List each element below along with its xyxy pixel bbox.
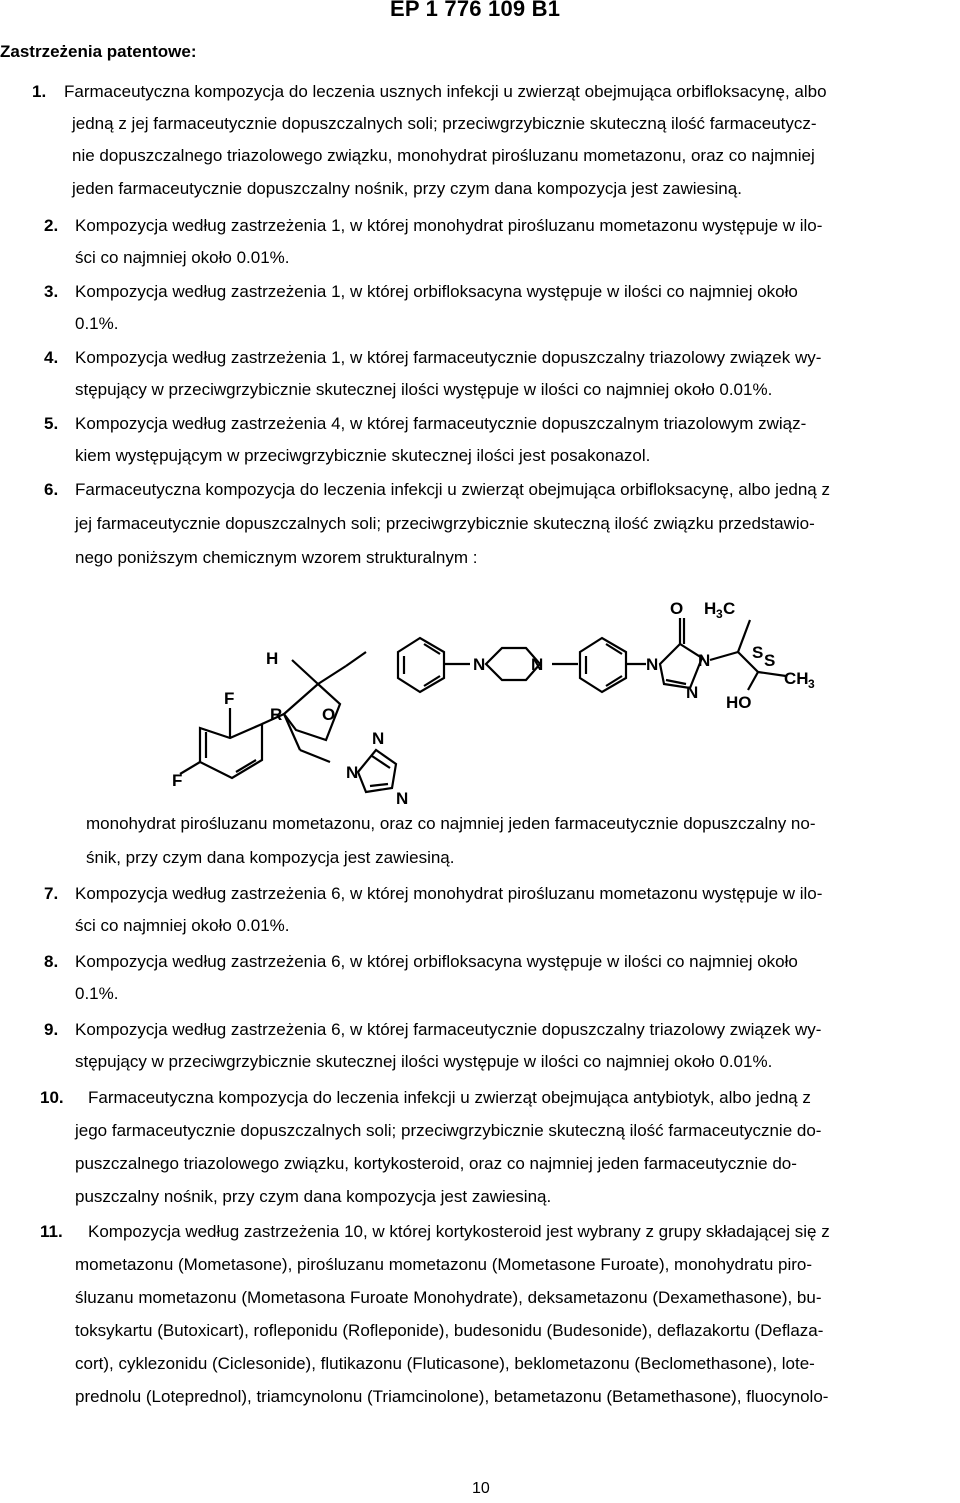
claim-line: śluzanu mometazonu (Mometasona Furoate Monohydrate), deksametazonu (Dexamethasone), bu- bbox=[75, 1288, 822, 1307]
atom-n-triazolone-2: N bbox=[698, 651, 711, 670]
claim-line: Kompozycja według zastrzeżenia 1, w której farmaceutycznie dopuszczalny triazolowy związek wy- bbox=[75, 348, 822, 367]
claim-line: prednolu (Loteprednol), triamcynolonu (Triamcinolone), betametazonu (Betamethasone), fluocynolo- bbox=[75, 1387, 829, 1406]
claim-line: jego farmaceutycznie dopuszczalnych soli; przeciwgrzybicznie skuteczną ilość farmaceutycznie do- bbox=[75, 1121, 822, 1140]
claim-line: puszczalnego triazolowego związku, kortykosteroid, oraz co najmniej jeden farmaceutycznie do- bbox=[75, 1154, 797, 1173]
claim-line: Farmaceutyczna kompozycja do leczenia usznych infekcji u zwierząt obejmująca orbifloksacynę, albo bbox=[64, 82, 827, 101]
atom-ch3-sub: 3 bbox=[808, 677, 815, 691]
claim-number: 11. bbox=[40, 1222, 63, 1241]
claims-list bbox=[0, 76, 960, 1416]
atom-h3c-sub: 3 bbox=[716, 607, 723, 621]
claim-line: jej farmaceutycznie dopuszczalnych soli; przeciwgrzybicznie skuteczną ilość związku przedstawio- bbox=[75, 514, 815, 533]
atom-h: H bbox=[266, 649, 279, 668]
claim-number: 7. bbox=[44, 884, 59, 903]
claim-line: 0.1%. bbox=[75, 984, 119, 1003]
claim-line: mometazonu (Mometasone), pirośluzanu mometazonu (Mometasone Furoate), monohydratu piro- bbox=[75, 1255, 813, 1274]
claim-8 bbox=[0, 946, 960, 1010]
claim-line: monohydrat pirośluzanu mometazonu, oraz co najmniej jeden farmaceutycznie dopuszczalny no- bbox=[86, 814, 816, 833]
claim-line: ści co najmniej około 0.01%. bbox=[75, 916, 290, 935]
atom-n-piperazine-1: N bbox=[473, 655, 486, 674]
atom-ho: HO bbox=[726, 693, 752, 712]
claim-3 bbox=[0, 276, 960, 340]
claim-line: puszczalny nośnik, przy czym dana kompozycja jest zawiesiną. bbox=[75, 1187, 552, 1206]
claim-line: nego poniższym chemicznym wzorem strukturalnym : bbox=[75, 548, 478, 567]
atom-n-triazole-1: N bbox=[372, 729, 385, 748]
claim-line: stępujący w przeciwgrzybicznie skutecznej ilości występuje w ilości co najmniej około 0.01%. bbox=[75, 1052, 773, 1071]
claim-line: ści co najmniej około 0.01%. bbox=[75, 248, 290, 267]
claim-line: Kompozycja według zastrzeżenia 10, w której kortykosteroid jest wybrany z grupy składającej się z bbox=[88, 1222, 830, 1241]
claim-6 bbox=[0, 474, 960, 574]
claim-number: 5. bbox=[44, 414, 59, 433]
claim-line: Kompozycja według zastrzeżenia 1, w której orbifloksacyna występuje w ilości co najmniej około bbox=[75, 282, 798, 301]
atom-o-top: O bbox=[670, 599, 684, 618]
claim-line: cort), cyklezonidu (Ciclesonide), flutikazonu (Fluticasone), beklometazonu (Beclomethasone), lote- bbox=[75, 1354, 815, 1373]
claim-number: 2. bbox=[44, 216, 59, 235]
atom-h3c-c: C bbox=[723, 599, 736, 618]
claim-7 bbox=[0, 878, 960, 942]
claim-6-continuation bbox=[0, 808, 960, 876]
atom-n-triazolone-3: N bbox=[686, 683, 699, 702]
claim-line: Kompozycja według zastrzeżenia 4, w której farmaceutycznie dopuszczalnym triazolowym związ- bbox=[75, 414, 807, 433]
claim-number: 1. bbox=[32, 82, 47, 101]
claim-number: 4. bbox=[44, 348, 59, 367]
atom-f-2: F bbox=[172, 771, 183, 790]
claim-line: stępujący w przeciwgrzybicznie skutecznej ilości występuje w ilości co najmniej około 0.01%. bbox=[75, 380, 773, 399]
triazolone-ring bbox=[660, 644, 702, 688]
claim-1 bbox=[0, 76, 960, 206]
atom-ch3-c: CH bbox=[784, 669, 809, 688]
claim-line: nie dopuszczalnego triazolowego związku, monohydrat pirośluzanu mometazonu, oraz co najmniej bbox=[72, 146, 815, 165]
claim-line: 0.1%. bbox=[75, 314, 119, 333]
claim-line: Kompozycja według zastrzeżenia 6, w której monohydrat pirośluzanu mometazonu występuje w ilo- bbox=[75, 884, 823, 903]
claim-2 bbox=[0, 210, 960, 274]
chemical-structure bbox=[0, 580, 960, 808]
claim-line: kiem występującym w przeciwgrzybicznie skutecznej ilości jest posakonazol. bbox=[75, 446, 651, 465]
claim-line: Kompozycja według zastrzeżenia 1, w której monohydrat pirośluzanu mometazonu występuje w ilo- bbox=[75, 216, 823, 235]
claim-line: jedną z jej farmaceutycznie dopuszczalnych soli; przeciwgrzybicznie skuteczną ilość farmaceutycz- bbox=[72, 114, 817, 133]
claim-line: śnik, przy czym dana kompozycja jest zawiesiną. bbox=[86, 848, 455, 867]
atom-n-triazolone-1: N bbox=[646, 655, 659, 674]
claim-5 bbox=[0, 408, 960, 472]
stereo-r: R bbox=[270, 705, 283, 724]
claim-10 bbox=[0, 1082, 960, 1214]
atom-f-1: F bbox=[224, 689, 235, 708]
page-number: 10 bbox=[472, 1480, 490, 1497]
chemical-structure-diagram bbox=[0, 580, 960, 808]
claim-9 bbox=[0, 1014, 960, 1078]
claim-number: 9. bbox=[44, 1020, 59, 1039]
claim-number: 8. bbox=[44, 952, 59, 971]
atom-s-1: S bbox=[752, 643, 764, 662]
atom-s-2: S bbox=[764, 651, 776, 670]
claim-line: Kompozycja według zastrzeżenia 6, w której farmaceutycznie dopuszczalny triazolowy związek wy- bbox=[75, 1020, 822, 1039]
atom-n-piperazine-2: N bbox=[531, 655, 544, 674]
claim-number: 10. bbox=[40, 1088, 64, 1107]
atom-n-triazole-2: N bbox=[346, 763, 359, 782]
claim-line: Farmaceutyczna kompozycja do leczenia infekcji u zwierząt obejmująca orbifloksacynę, albo jedną z bbox=[75, 480, 830, 499]
claim-4 bbox=[0, 342, 960, 406]
section-title: Zastrzeżenia patentowe: bbox=[0, 42, 197, 61]
atom-o-ring: O bbox=[322, 705, 336, 724]
atom-h3c-h: H bbox=[704, 599, 717, 618]
atom-n-triazole-3: N bbox=[396, 789, 409, 808]
claim-line: Kompozycja według zastrzeżenia 6, w której orbifloksacyna występuje w ilości co najmniej około bbox=[75, 952, 798, 971]
claim-line: Farmaceutyczna kompozycja do leczenia infekcji u zwierząt obejmująca antybiotyk, albo jedną z bbox=[88, 1088, 811, 1107]
claim-11 bbox=[0, 1216, 960, 1416]
claim-number: 3. bbox=[44, 282, 59, 301]
claim-number: 6. bbox=[44, 480, 59, 499]
claim-line: toksykartu (Butoxicart), rofleponidu (Rofleponide), budesonidu (Budesonide), deflazakortu (Deflaza- bbox=[75, 1321, 824, 1340]
document-header: EP 1 776 109 B1 bbox=[390, 0, 561, 21]
claim-line: jeden farmaceutycznie dopuszczalny nośnik, przy czym dana kompozycja jest zawiesiną. bbox=[72, 179, 742, 198]
